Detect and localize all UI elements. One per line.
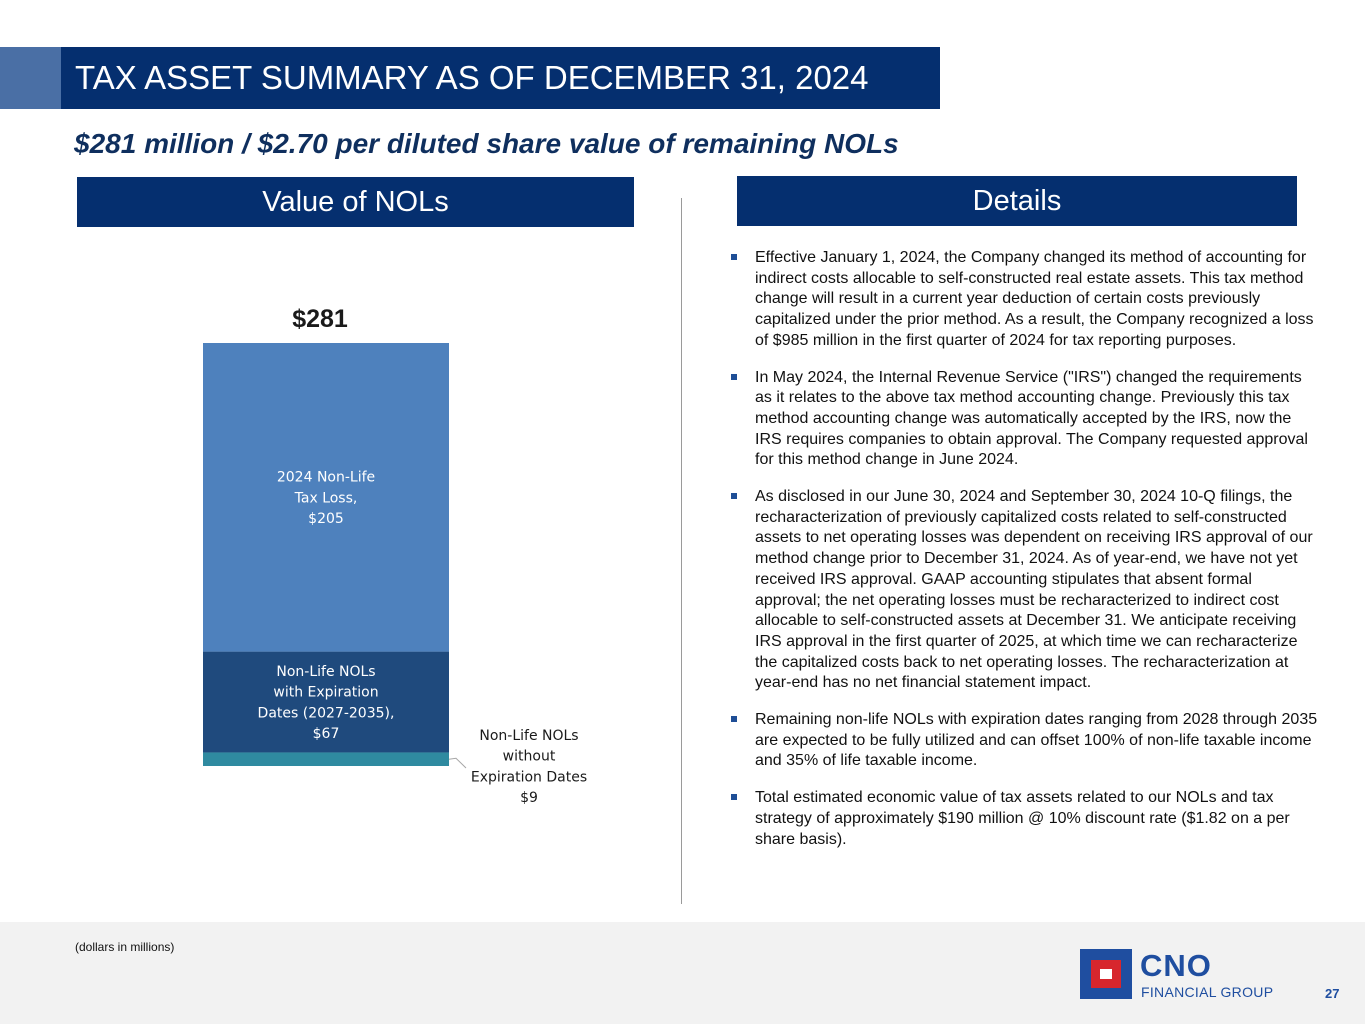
details-item [729,368,1319,472]
bullet-icon [731,794,737,800]
segment-label-3: 2024 Non-Life Tax Loss, $205 [276,469,376,527]
details-item [729,487,1319,694]
details-item [729,788,1319,850]
logo-tagline: FINANCIAL GROUP [1141,984,1274,1000]
page-title: TAX ASSET SUMMARY AS OF DECEMBER 31, 2024 [61,47,940,109]
bullet-icon [731,254,737,260]
page-number: 27 [1325,986,1340,1001]
details-list [729,248,1319,866]
details-item [729,710,1319,772]
logo-wordmark: CNO [1140,948,1212,983]
details-item-text: Effective January 1, 2024, the Company changed its method of accounting for indirect costs allocable to self-constructed real estate assets. This tax method change will result in a current year deduction of certain costs previously capitalized under the prior method. As a result, the Company recognized a loss of $985 million in the first quarter of 2024 for tax reporting purposes. [755,249,1314,349]
bullet-icon [731,374,737,380]
details-item-text: Total estimated economic value of tax assets related to our NOLs and tax strategy of approximately $190 million @ 10% discount rate ($1.82 on a per share basis). [755,789,1290,848]
details-item-text: In May 2024, the Internal Revenue Service ("IRS") changed the requirements as it relates to the above tax method accounting change. Previously this tax method accounting change was automatically accepted by the IRS, now the IRS requires companies to obtain approval. The Company requested approval for this method change in June 2024. [755,368,1308,469]
nol-stacked-bar-chart [0,0,700,920]
segment-leader-line [449,758,466,768]
segment-label-1: Non-Life NOLs without Expiration Dates $9 [470,728,588,807]
cno-logo-icon [1080,949,1132,999]
bar-segment-1 [203,752,449,766]
details-item-text: As disclosed in our June 30, 2024 and September 30, 2024 10-Q filings, the recharacterization of previously capitalized costs related to self-constructed assets to net operating losses was dependent on receiving IRS approval of our method change prior to December 31, 2024. As of year-end, we have not yet received IRS approval. GAAP accounting stipulates that absent formal approval; the net operating losses must be recharacterized to indirect cost allocable to self-constructed assets at December 31. We anticipate receiving IRS approval in the first quarter of 2025, at which time we can recharacterize the capitalized costs back to net operating losses. The recharacterization at year-end has no net financial statement impact. [755,488,1313,692]
details-item-text: Remaining non-life NOLs with expiration dates ranging from 2028 through 2035 are expected to be fully utilized and can offset 100% of non-life taxable income and 35% of life taxable income. [755,711,1318,770]
bullet-icon [731,493,737,499]
page-subtitle: $281 million / $2.70 per diluted share value of remaining NOLs [74,128,899,159]
value-of-nols-header: Value of NOLs [77,177,634,227]
segment-label-2: Non-Life NOLs with Expiration Dates (2027-2035), $67 [257,663,395,743]
bullet-icon [731,716,737,722]
total-label: $281 [292,305,348,333]
footnote: (dollars in millions) [75,940,175,954]
details-item [729,248,1319,352]
details-header: Details [737,176,1297,226]
